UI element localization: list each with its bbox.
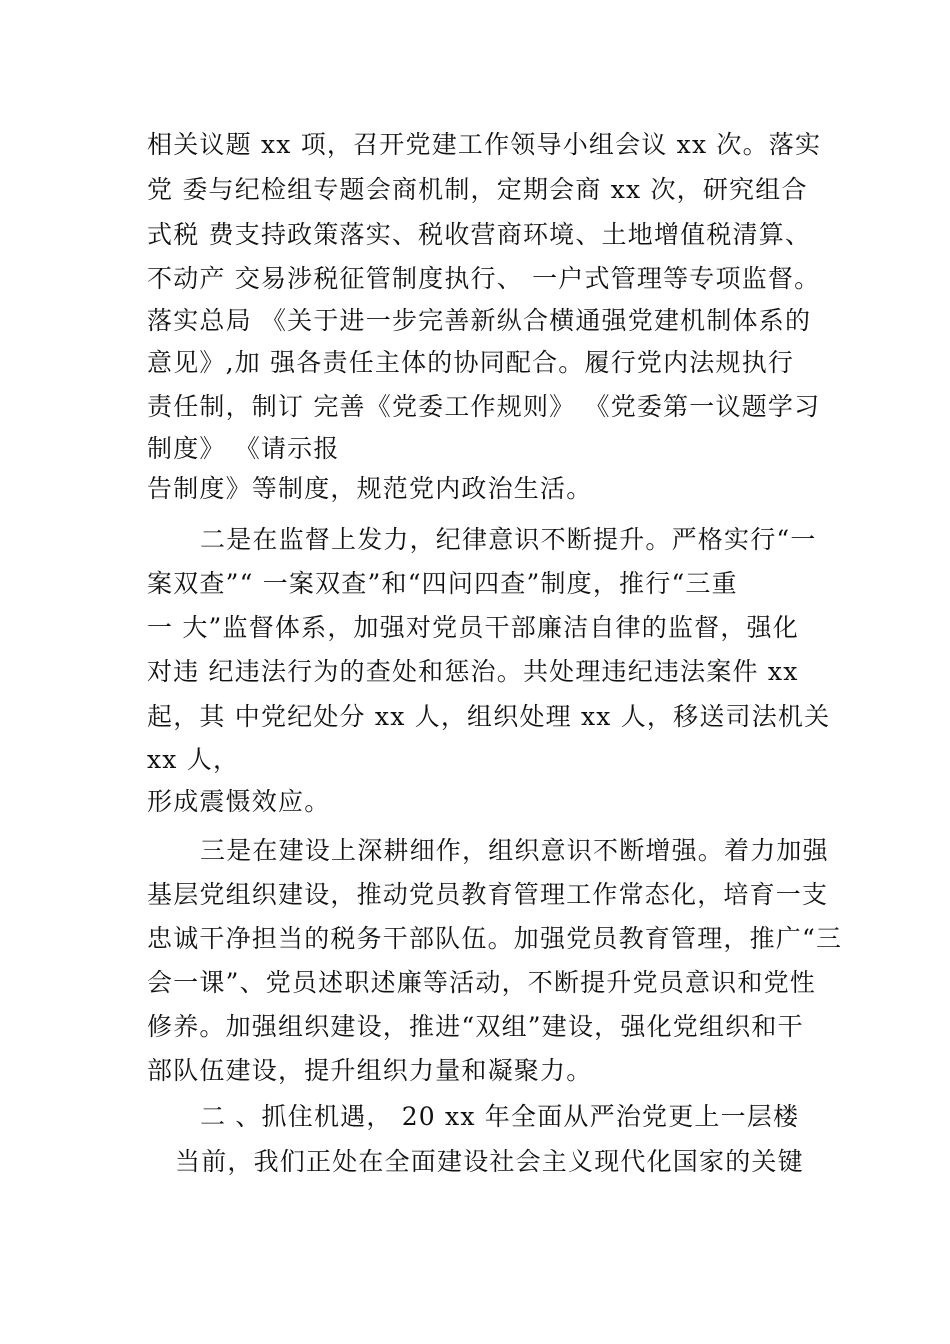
text-line: 会一课”、党员述职述廉等活动，不断提升党员意识和党性 <box>147 968 816 997</box>
text-line: 党 委与纪检组专题会商机制，定期会商 xx 次，研究组合 <box>147 175 808 204</box>
text-line: 告制度》等制度，规范党内政治生活。 <box>147 474 593 503</box>
text-line: 落实总局 《关于进一步完善新纵合横通强党建机制体系的 <box>147 306 812 335</box>
text-line: 修养。加强组织建设，推进“双组”建设，强化党组织和干 <box>147 1012 804 1041</box>
text-line: 部队伍建设，提升组织力量和凝聚力。 <box>147 1056 593 1085</box>
section-heading: 二 、抓住机遇， 20 xx 年全面从严治党更上一层楼 <box>200 1102 800 1131</box>
paragraph-first-line: 二是在监督上发力，纪律意识不断提升。严格实行“一 <box>200 525 817 554</box>
text-line: 制度》 《请示报 <box>147 434 340 463</box>
text-line: 意见》,加 强各责任主体的协同配合。履行党内法规执行 <box>147 348 795 377</box>
text-line: 不动产 交易涉税征管制度执行、 一户式管理等专项监督。 <box>147 264 821 293</box>
text-line: 起，其 中党纪处分 xx 人，组织处理 xx 人，移送司法机关 <box>147 702 831 731</box>
text-line: 相关议题 xx 项，召开党建工作领导小组会议 xx 次。落实 <box>147 130 822 159</box>
text-line: 式税 费支持政策落实、税收营商环境、土地增值税清算、 <box>147 220 812 249</box>
text-line: 基层党组织建设，推动党员教育管理工作常态化，培育一支 <box>147 880 829 909</box>
text-line: 形成震慑效应。 <box>147 787 331 816</box>
text-line: 忠诚干净担当的税务干部队伍。加强党员教育管理，推广“三 <box>147 924 843 953</box>
text-line: 责任制，制订 完善《党委工作规则》 《党委第一议题学习 <box>147 392 821 421</box>
text-line: 一 大”监督体系，加强对党员干部廉洁自律的监督，强化 <box>147 613 799 642</box>
paragraph-first-line: 三是在建设上深耕细作，组织意识不断增强。着力加强 <box>200 836 829 865</box>
text-line: xx 人， <box>147 745 240 774</box>
paragraph-first-line: 当前，我们正处在全面建设社会主义现代化国家的关键 <box>175 1147 804 1176</box>
text-line: 案双查”“ 一案双查”和“四问四查”制度，推行“三重 <box>147 569 738 598</box>
text-line: 对违 纪违法行为的查处和惩治。共处理违纪违法案件 xx <box>147 657 799 686</box>
